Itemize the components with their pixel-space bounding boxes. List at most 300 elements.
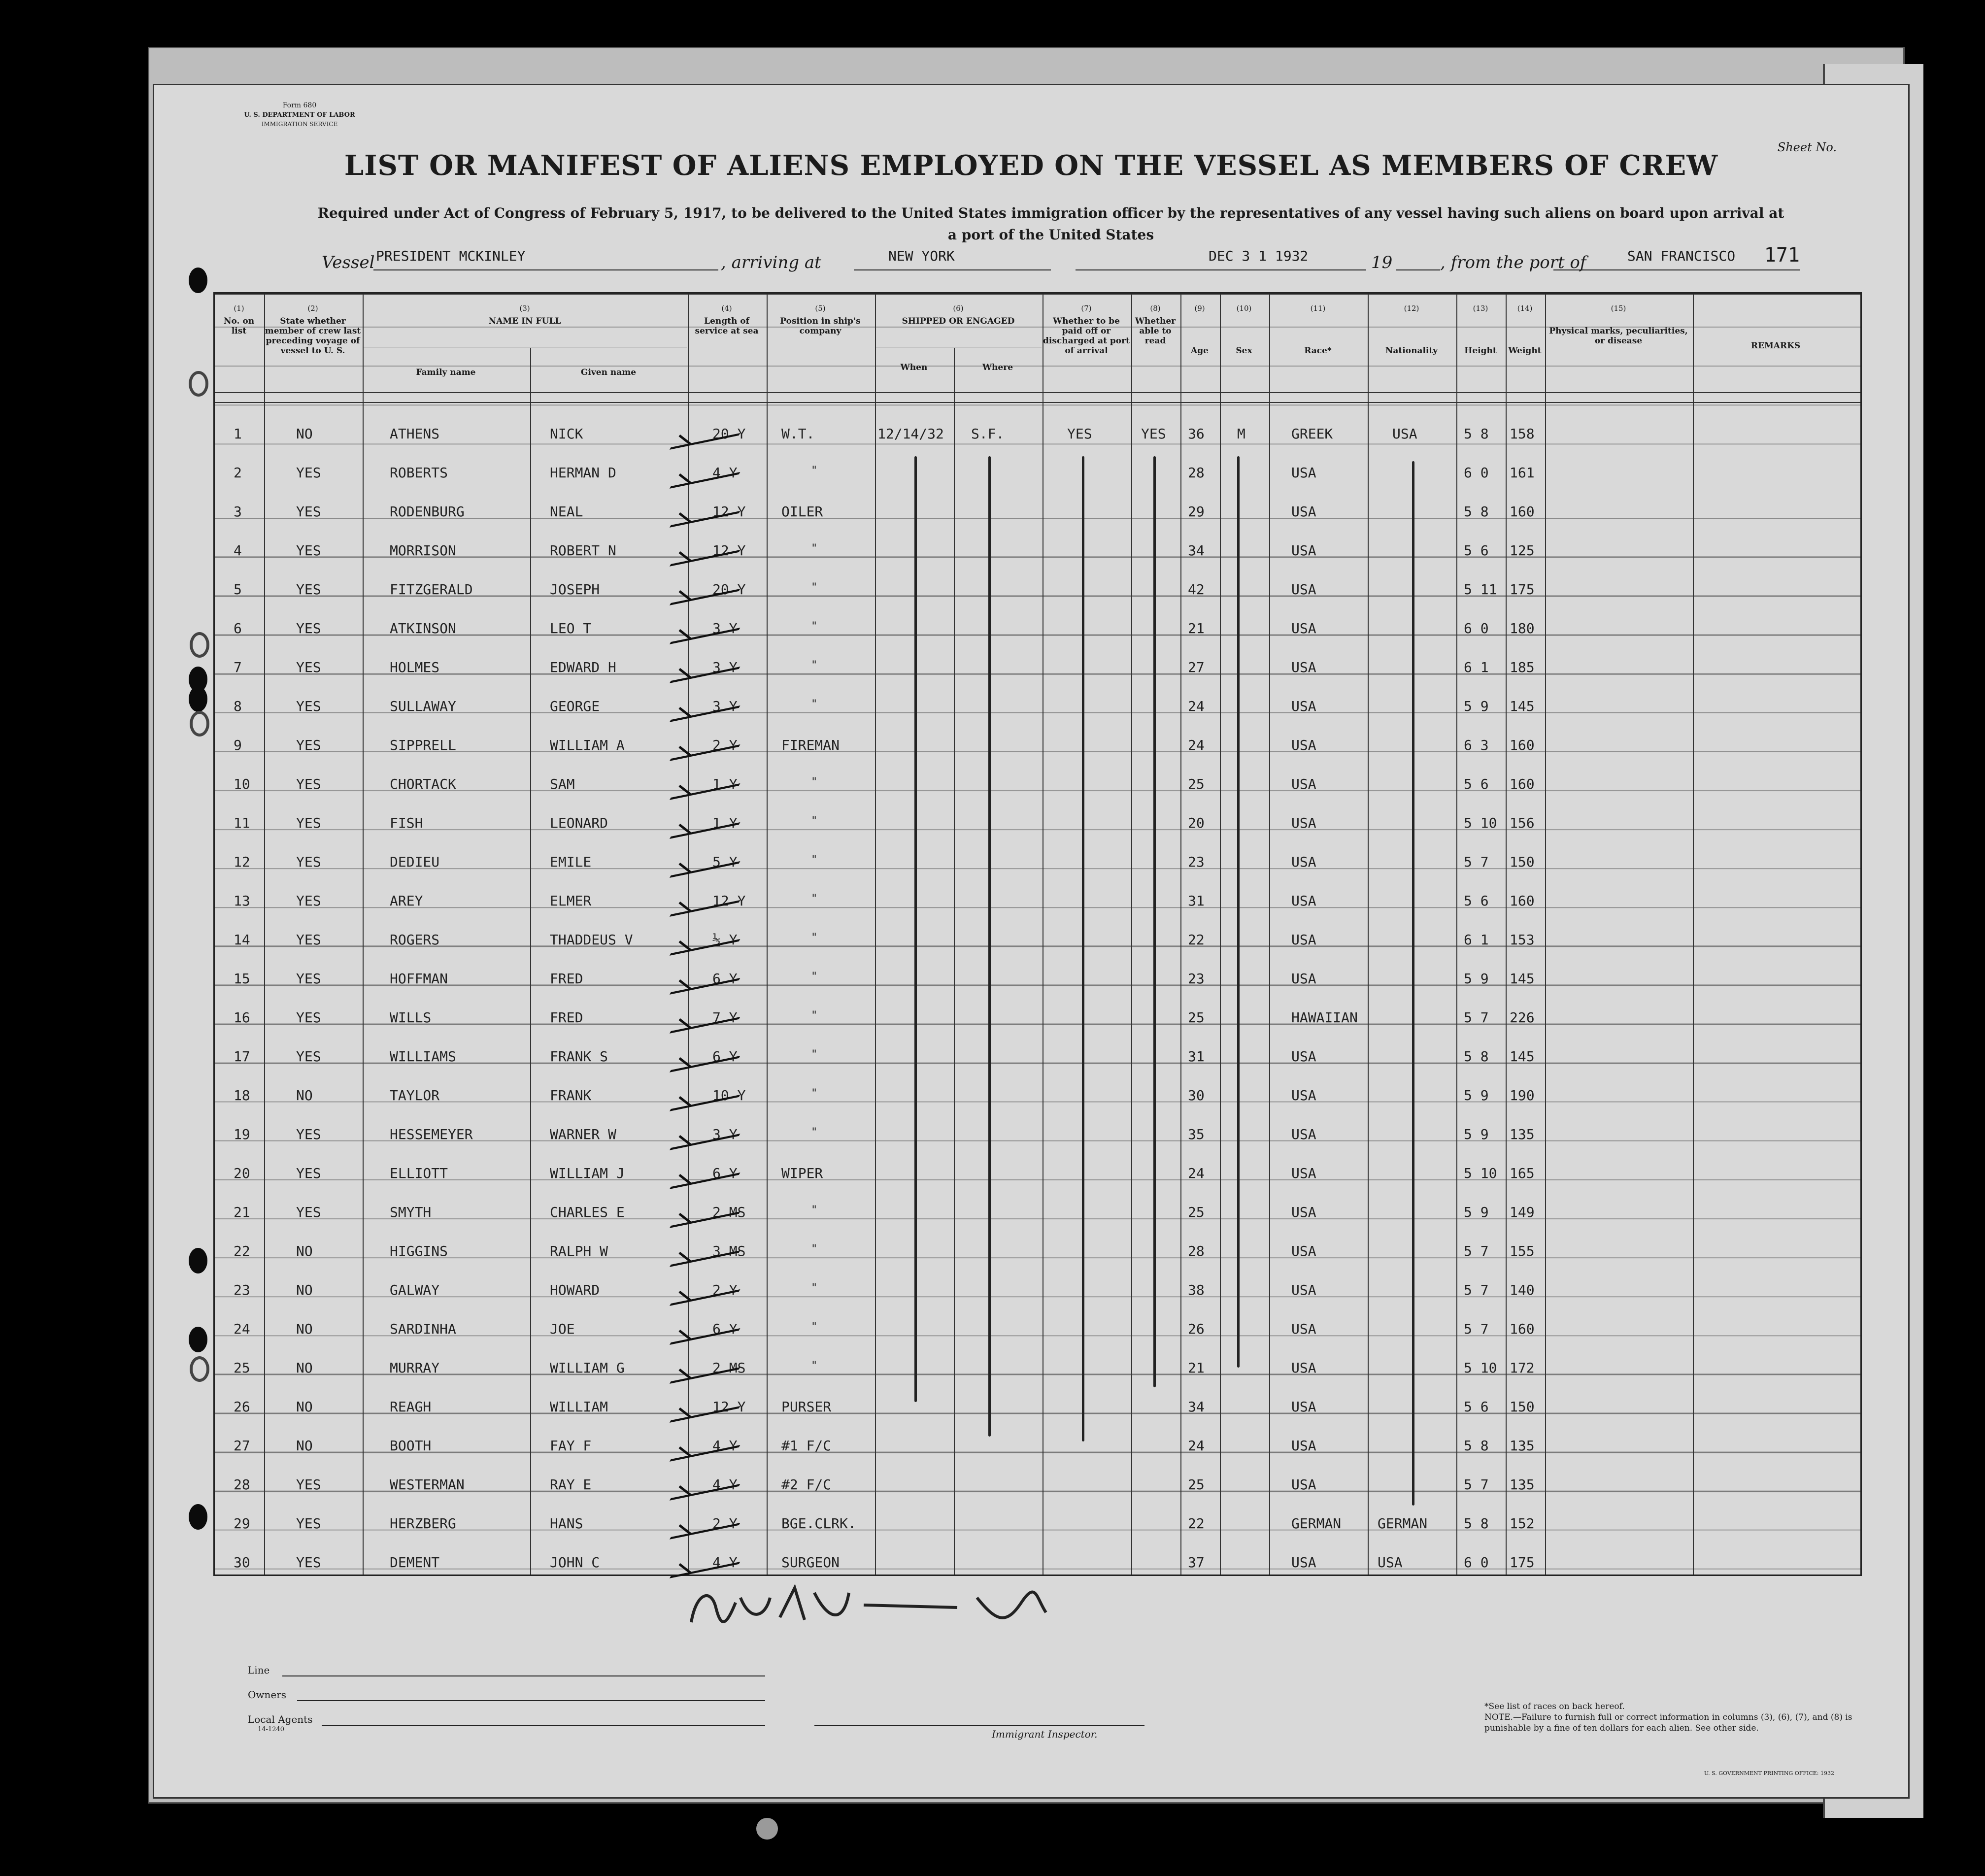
- department: U. S. DEPARTMENT OF LABOR: [244, 111, 355, 119]
- cell-weight: 150: [1510, 854, 1535, 870]
- cell-no: 5: [234, 581, 242, 598]
- cell-race: USA: [1291, 503, 1316, 520]
- col-header-sex: [1220, 303, 1268, 356]
- col-label: No. on list: [223, 316, 255, 336]
- check-tick-icon: [678, 551, 691, 562]
- cell-prev-voyage: NO: [296, 1087, 313, 1104]
- column-divider: [767, 294, 768, 1574]
- year-label: 19: [1371, 253, 1393, 272]
- cell-family-name: HOFFMAN: [390, 971, 448, 987]
- table-row: [215, 294, 1860, 1574]
- cell-height: 5 8: [1464, 503, 1489, 520]
- col-num: (9): [1194, 304, 1205, 313]
- cell-position: ": [811, 659, 818, 671]
- cell-family-name: HIGGINS: [390, 1243, 448, 1259]
- column-divider: [530, 348, 531, 1574]
- cell-position: SURGEON: [781, 1554, 840, 1571]
- cell-no: 4: [234, 542, 242, 559]
- col-label: Length of service at sea: [695, 316, 759, 336]
- check-mark-icon: [670, 1233, 750, 1267]
- cell-race: USA: [1291, 776, 1316, 792]
- cell-race: USA: [1291, 737, 1316, 753]
- cell-weight: 160: [1510, 503, 1535, 520]
- col-num: (2): [307, 304, 318, 313]
- agents-rule: [322, 1725, 765, 1726]
- inspector-label: Immigrant Inspector.: [992, 1728, 1098, 1740]
- agents-code: 14-1240: [258, 1726, 285, 1733]
- cell-position: PURSER: [781, 1399, 832, 1415]
- table-row: [215, 294, 1860, 1574]
- ditto-stroke: [1153, 456, 1156, 1387]
- cell-height: 5 7: [1464, 854, 1489, 870]
- cell-race: USA: [1291, 1126, 1316, 1142]
- cell-given-name: WILLIAM G: [550, 1360, 625, 1376]
- check-tick-icon: [678, 746, 691, 756]
- check-tick-icon: [678, 1174, 691, 1184]
- cell-position: ": [811, 698, 818, 710]
- cell-weight: 160: [1510, 776, 1535, 792]
- cell-weight: 145: [1510, 1048, 1535, 1065]
- cell-position: FIREMAN: [781, 737, 840, 753]
- check-tick-icon: [678, 1524, 691, 1535]
- cell-position: ": [811, 1360, 818, 1372]
- column-divider: [875, 294, 876, 1574]
- table-row: [215, 294, 1860, 1574]
- cell-family-name: WILLIAMS: [390, 1048, 456, 1065]
- cell-sex: M: [1237, 426, 1245, 442]
- cell-family-name: AREY: [390, 893, 423, 909]
- vessel-rule: [373, 269, 718, 270]
- cell-position: ": [811, 815, 818, 827]
- cell-race: USA: [1291, 1087, 1316, 1104]
- col-label: Weight: [1508, 346, 1542, 356]
- cell-position: ": [811, 542, 818, 555]
- cell-race: USA: [1291, 1243, 1316, 1259]
- cell-height: 5 6: [1464, 542, 1489, 559]
- date-rule: [1076, 269, 1366, 270]
- punch-hole: [189, 268, 207, 293]
- col-label: Position in ship's company: [780, 316, 861, 336]
- col-label: Whether to be paid off or discharged at port of arrival: [1043, 316, 1130, 356]
- cell-height: 5 7: [1464, 1009, 1489, 1026]
- cell-age: 25: [1188, 1009, 1205, 1026]
- col-num: (5): [815, 304, 826, 313]
- check-tick-icon: [678, 1369, 691, 1379]
- cell-prev-voyage: NO: [296, 1438, 313, 1454]
- cell-height: 6 1: [1464, 932, 1489, 948]
- col-header-when: [875, 363, 953, 372]
- check-mark-icon: [670, 1155, 750, 1189]
- cell-service: 5 Y: [712, 854, 738, 870]
- cell-no: 11: [234, 815, 250, 831]
- table-row: [215, 294, 1860, 1574]
- cell-position: ": [811, 1204, 818, 1216]
- cell-given-name: LEONARD: [550, 815, 608, 831]
- cell-service: 2 Y: [712, 1282, 738, 1298]
- cell-height: 5 10: [1464, 1165, 1497, 1181]
- ditto-stroke: [1412, 461, 1414, 1506]
- check-mark-icon: [670, 1038, 750, 1072]
- cell-prev-voyage: YES: [296, 1515, 321, 1532]
- check-tick-icon: [678, 1291, 691, 1301]
- cell-given-name: NEAL: [550, 503, 583, 520]
- check-tick-icon: [678, 512, 691, 523]
- cell-family-name: HOLMES: [390, 659, 440, 675]
- year-rule: [1396, 269, 1440, 270]
- col-header-paid-off: [1043, 303, 1130, 356]
- header-sub-line: [215, 392, 1860, 393]
- cell-race: USA: [1291, 659, 1316, 675]
- inspector-rule: [814, 1725, 1144, 1726]
- cell-able-read: YES: [1141, 426, 1166, 442]
- table-row: [215, 294, 1860, 1574]
- column-divider: [1220, 294, 1221, 1574]
- cell-weight: 145: [1510, 971, 1535, 987]
- cell-service: 20 Y: [712, 581, 746, 598]
- cell-race: USA: [1291, 581, 1316, 598]
- cell-age: 24: [1188, 698, 1205, 714]
- cell-given-name: WILLIAM J: [550, 1165, 625, 1181]
- arriving-label: , arriving at: [721, 253, 821, 272]
- cell-given-name: LEO T: [550, 620, 592, 636]
- cell-position: ": [811, 1243, 818, 1255]
- cell-given-name: RAY E: [550, 1476, 592, 1493]
- table-row: [215, 294, 1860, 1574]
- cell-prev-voyage: YES: [296, 581, 321, 598]
- check-mark-icon: [670, 455, 750, 489]
- col-label: Race*: [1304, 346, 1332, 356]
- cell-service: 3 Y: [712, 620, 738, 636]
- check-tick-icon: [678, 1252, 691, 1262]
- table-row: [215, 294, 1860, 1574]
- cell-age: 25: [1188, 776, 1205, 792]
- cell-prev-voyage: YES: [296, 776, 321, 792]
- cell-service: 10 Y: [712, 1087, 746, 1104]
- cell-no: 2: [234, 465, 242, 481]
- cell-prev-voyage: YES: [296, 542, 321, 559]
- check-mark-icon: [670, 805, 750, 839]
- check-mark-icon: [670, 727, 750, 761]
- sheet-number: 171: [1764, 244, 1800, 267]
- cell-given-name: WARNER W: [550, 1126, 616, 1142]
- cell-service: 12 Y: [712, 542, 746, 559]
- cell-given-name: HOWARD: [550, 1282, 600, 1298]
- vessel-label: Vessel: [322, 253, 375, 272]
- cell-no: 30: [234, 1554, 250, 1571]
- col-header-family: [363, 368, 529, 377]
- col-label: Nationality: [1385, 346, 1438, 356]
- cell-no: 28: [234, 1476, 250, 1493]
- cell-given-name: FRANK S: [550, 1048, 608, 1065]
- cell-given-name: ROBERT N: [550, 542, 616, 559]
- cell-prev-voyage: NO: [296, 1243, 313, 1259]
- check-tick-icon: [678, 1213, 691, 1223]
- cell-age: 42: [1188, 581, 1205, 598]
- cell-given-name: THADDEUS V: [550, 932, 633, 948]
- column-divider: [1506, 294, 1507, 1574]
- check-tick-icon: [678, 1485, 691, 1496]
- ditto-stroke: [1237, 456, 1240, 1368]
- cell-family-name: DEMENT: [390, 1554, 440, 1571]
- cell-weight: 185: [1510, 659, 1535, 675]
- cell-age: 25: [1188, 1204, 1205, 1220]
- cell-height: 5 10: [1464, 1360, 1497, 1376]
- cell-no: 15: [234, 971, 250, 987]
- cell-height: 5 7: [1464, 1243, 1489, 1259]
- cell-age: 20: [1188, 815, 1205, 831]
- table-row: [215, 294, 1860, 1574]
- punch-hole: [189, 1504, 207, 1530]
- cell-position: ": [811, 893, 818, 905]
- cell-height: 5 10: [1464, 815, 1497, 831]
- cell-height: 5 9: [1464, 698, 1489, 714]
- table-row: [215, 294, 1860, 1574]
- col-label: Where: [982, 363, 1013, 372]
- table-row: [215, 294, 1860, 1574]
- cell-no: 7: [234, 659, 242, 675]
- cell-service: 1 Y: [712, 776, 738, 792]
- cell-weight: 152: [1510, 1515, 1535, 1532]
- column-divider: [688, 294, 689, 1574]
- cell-family-name: FITZGERALD: [390, 581, 473, 598]
- cell-prev-voyage: YES: [296, 1165, 321, 1181]
- cell-no: 20: [234, 1165, 250, 1181]
- cell-weight: 165: [1510, 1165, 1535, 1181]
- cell-no: 1: [234, 426, 242, 442]
- check-tick-icon: [678, 1135, 691, 1145]
- sheet-no-label: Sheet No.: [1777, 140, 1837, 154]
- cell-height: 6 0: [1464, 620, 1489, 636]
- col-header-weight: [1506, 303, 1544, 356]
- check-mark-icon: [670, 1000, 750, 1034]
- col-label: Family name: [416, 368, 476, 377]
- cell-position: ": [811, 581, 818, 594]
- check-tick-icon: [678, 1018, 691, 1029]
- cell-age: 24: [1188, 1438, 1205, 1454]
- punch-hole: [189, 1327, 207, 1352]
- cell-height: 5 7: [1464, 1476, 1489, 1493]
- cell-position: OILER: [781, 503, 823, 520]
- cell-race: USA: [1291, 1476, 1316, 1493]
- cell-weight: 135: [1510, 1476, 1535, 1493]
- cell-position: ": [811, 1282, 818, 1294]
- cell-race: USA: [1291, 1321, 1316, 1337]
- cell-age: 22: [1188, 932, 1205, 948]
- cell-race: USA: [1291, 542, 1316, 559]
- cell-height: 5 6: [1464, 893, 1489, 909]
- check-mark-icon: [670, 1506, 750, 1540]
- col-num: (7): [1081, 304, 1092, 313]
- check-tick-icon: [678, 590, 691, 601]
- ditto-stroke: [914, 456, 917, 1402]
- cell-position: ": [811, 465, 818, 477]
- cell-service: 3 MS: [712, 1243, 746, 1259]
- cell-age: 23: [1188, 971, 1205, 987]
- check-tick-icon: [678, 902, 691, 912]
- form-subtitle: Required under Act of Congress of February 5, 1917, to be delivered to the United States immigration officer by the representatives of any vessel having such aliens on board upon arrival at a port of the United States: [317, 205, 1784, 243]
- check-mark-icon: [670, 883, 750, 917]
- cell-race: GERMAN: [1291, 1515, 1342, 1532]
- check-tick-icon: [678, 668, 691, 678]
- cell-race: USA: [1291, 854, 1316, 870]
- cell-position: #2 F/C: [781, 1476, 832, 1493]
- cell-age: 24: [1188, 1165, 1205, 1181]
- printer-note: U. S. GOVERNMENT PRINTING OFFICE: 1932: [1704, 1770, 1834, 1776]
- cell-family-name: TAYLOR: [390, 1087, 440, 1104]
- col-header-height: [1456, 303, 1505, 356]
- cell-race: USA: [1291, 1165, 1316, 1181]
- col-header-prev: [264, 303, 362, 356]
- col-header-age: [1180, 303, 1219, 356]
- column-divider: [1180, 294, 1181, 1574]
- cell-service: 12 Y: [712, 893, 746, 909]
- col-num: (13): [1473, 304, 1488, 313]
- cell-weight: 226: [1510, 1009, 1535, 1026]
- col-label: Age: [1191, 346, 1209, 356]
- column-divider: [1269, 294, 1270, 1574]
- cell-weight: 161: [1510, 465, 1535, 481]
- cell-service: 6 Y: [712, 971, 738, 987]
- check-mark-icon: [670, 922, 750, 956]
- owners-rule: [297, 1700, 765, 1701]
- cell-given-name: FRED: [550, 971, 583, 987]
- cell-position: WIPER: [781, 1165, 823, 1181]
- check-mark-icon: [670, 649, 750, 683]
- check-mark-icon: [670, 961, 750, 995]
- cell-service: 4 Y: [712, 1438, 738, 1454]
- cell-no: 8: [234, 698, 242, 714]
- col-header-no: [215, 303, 263, 336]
- cell-no: 29: [234, 1515, 250, 1532]
- cell-position: W.T.: [781, 426, 815, 442]
- col-label: SHIPPED OR ENGAGED: [902, 316, 1015, 326]
- cell-service: 1 Y: [712, 815, 738, 831]
- cell-prev-voyage: NO: [296, 1360, 313, 1376]
- cell-given-name: EMILE: [550, 854, 592, 870]
- cell-service: 4 Y: [712, 465, 738, 481]
- arriving-port: NEW YORK: [888, 248, 955, 264]
- cell-given-name: NICK: [550, 426, 583, 442]
- cell-height: 5 7: [1464, 1282, 1489, 1298]
- check-mark-icon: [670, 844, 750, 878]
- cell-service: 2 Y: [712, 737, 738, 753]
- cell-no: 27: [234, 1438, 250, 1454]
- check-tick-icon: [678, 1563, 691, 1574]
- check-tick-icon: [678, 1057, 691, 1068]
- vessel-line: [322, 248, 1898, 277]
- check-tick-icon: [678, 1446, 691, 1457]
- cell-no: 17: [234, 1048, 250, 1065]
- ditto-stroke: [1082, 456, 1084, 1441]
- cell-prev-voyage: YES: [296, 1476, 321, 1493]
- table-row: [215, 294, 1860, 1574]
- col-num: (1): [234, 304, 244, 313]
- cell-prev-voyage: YES: [296, 1009, 321, 1026]
- check-tick-icon: [678, 1407, 691, 1418]
- check-tick-icon: [678, 863, 691, 873]
- cell-family-name: RODENBURG: [390, 503, 465, 520]
- cell-prev-voyage: YES: [296, 971, 321, 987]
- check-tick-icon: [678, 1330, 691, 1340]
- cell-weight: 149: [1510, 1204, 1535, 1220]
- table-row: [215, 294, 1860, 1574]
- cell-position: ": [811, 1048, 818, 1061]
- cell-height: 5 8: [1464, 426, 1489, 442]
- cell-age: 31: [1188, 1048, 1205, 1065]
- crew-table: [213, 292, 1862, 1576]
- cell-given-name: JOE: [550, 1321, 575, 1337]
- cell-weight: 135: [1510, 1126, 1535, 1142]
- cell-race: USA: [1291, 1282, 1316, 1298]
- cell-given-name: SAM: [550, 776, 575, 792]
- cell-height: 5 6: [1464, 1399, 1489, 1415]
- cell-service: 12 Y: [712, 1399, 746, 1415]
- cell-height: 5 9: [1464, 971, 1489, 987]
- cell-race: USA: [1291, 971, 1316, 987]
- cell-prev-voyage: YES: [296, 698, 321, 714]
- cell-height: 6 1: [1464, 659, 1489, 675]
- cell-no: 24: [234, 1321, 250, 1337]
- cell-position: ": [811, 1087, 818, 1100]
- inspector-signature: [681, 1578, 1056, 1632]
- column-divider: [954, 348, 955, 1574]
- punch-ring: [190, 711, 209, 737]
- cell-nationality: USA: [1392, 426, 1417, 442]
- agents-label: Local Agents: [248, 1713, 313, 1725]
- column-divider: [1131, 294, 1132, 1574]
- cell-race: USA: [1291, 1048, 1316, 1065]
- cell-family-name: SIPPRELL: [390, 737, 456, 753]
- cell-age: 21: [1188, 620, 1205, 636]
- vessel-name: PRESIDENT MCKINLEY: [376, 248, 526, 264]
- col-header-given: [530, 368, 687, 377]
- footnote-penalty: NOTE.—Failure to furnish full or correct information in columns (3), (6), (7), and (8) is punishable by a fine of ten dollars for each alien. See other side.: [1484, 1712, 1852, 1733]
- cell-family-name: HESSEMEYER: [390, 1126, 473, 1142]
- check-mark-icon: [670, 1077, 750, 1111]
- column-divider: [1368, 294, 1369, 1574]
- cell-prev-voyage: YES: [296, 815, 321, 831]
- cell-no: 6: [234, 620, 242, 636]
- cell-service: 3 Y: [712, 698, 738, 714]
- cell-weight: 180: [1510, 620, 1535, 636]
- col-num: (4): [721, 304, 732, 313]
- cell-family-name: CHORTACK: [390, 776, 456, 792]
- cell-no: 3: [234, 503, 242, 520]
- cell-no: 13: [234, 893, 250, 909]
- col-header-name: [363, 303, 687, 326]
- cell-service: 12 Y: [712, 503, 746, 520]
- form-number: Form 680: [282, 101, 317, 109]
- cell-service: 6 Y: [712, 1048, 738, 1065]
- cell-prev-voyage: YES: [296, 737, 321, 753]
- table-row: [215, 294, 1860, 1574]
- cell-age: 31: [1188, 893, 1205, 909]
- cell-family-name: ELLIOTT: [390, 1165, 448, 1181]
- cell-age: 27: [1188, 659, 1205, 675]
- cell-given-name: JOSEPH: [550, 581, 600, 598]
- cell-age: 29: [1188, 503, 1205, 520]
- check-mark-icon: [670, 1544, 750, 1578]
- check-tick-icon: [678, 435, 691, 445]
- cell-given-name: JOHN C: [550, 1554, 600, 1571]
- column-divider: [264, 294, 265, 1574]
- cell-service: 6 Y: [712, 1321, 738, 1337]
- cell-service: 6 Y: [712, 1165, 738, 1181]
- cell-weight: 153: [1510, 932, 1535, 948]
- table-row: [215, 294, 1860, 1574]
- cell-height: 5 9: [1464, 1126, 1489, 1142]
- cell-height: 5 11: [1464, 581, 1497, 598]
